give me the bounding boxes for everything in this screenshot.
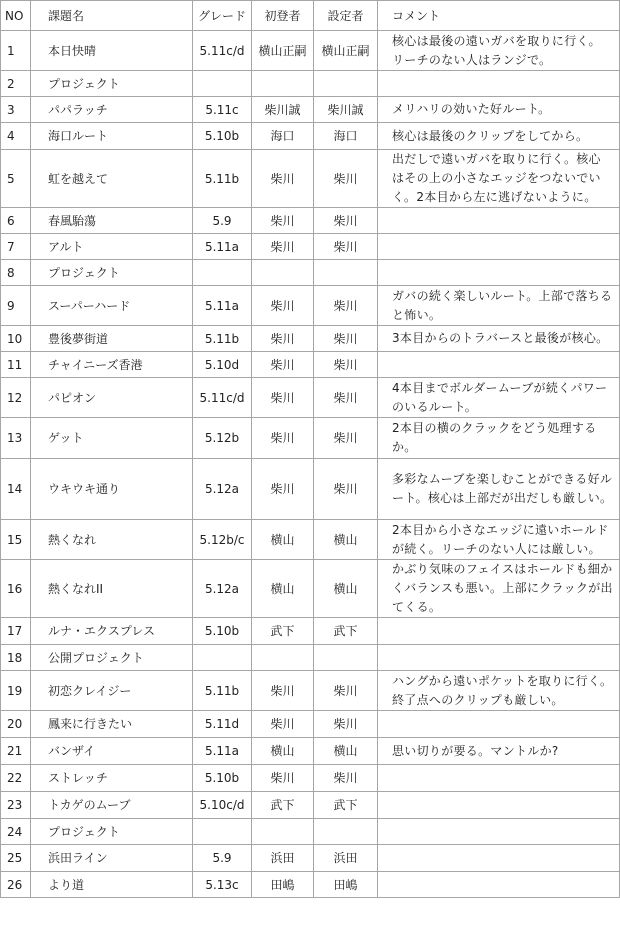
setter-cell: 柴川 bbox=[314, 352, 378, 378]
route-name-cell: ストレッチ bbox=[31, 765, 193, 792]
comment-cell bbox=[378, 71, 620, 97]
setter-cell: 柴川 bbox=[314, 286, 378, 326]
setter-cell: 柴川 bbox=[314, 208, 378, 234]
route-name-cell: 公開プロジェクト bbox=[31, 645, 193, 671]
header-grade: グレード bbox=[193, 1, 252, 31]
route-grade-cell: 5.11b bbox=[193, 150, 252, 208]
route-rows bbox=[1, 31, 620, 898]
table-row bbox=[1, 872, 620, 898]
first-ascent-cell: 横山 bbox=[252, 560, 314, 618]
setter-cell bbox=[314, 645, 378, 671]
route-name-cell: プロジェクト bbox=[31, 819, 193, 845]
setter-cell: 横山正嗣 bbox=[314, 31, 378, 71]
table-row bbox=[1, 208, 620, 234]
setter-cell: 浜田 bbox=[314, 845, 378, 872]
route-name-cell: パパラッチ bbox=[31, 97, 193, 123]
table-row bbox=[1, 260, 620, 286]
first-ascent-cell: 横山 bbox=[252, 520, 314, 560]
row-number-cell: 6 bbox=[1, 208, 31, 234]
setter-cell: 柴川誠 bbox=[314, 97, 378, 123]
route-grade-cell: 5.11a bbox=[193, 738, 252, 765]
setter-cell bbox=[314, 71, 378, 97]
setter-cell: 柴川 bbox=[314, 711, 378, 738]
route-grade-cell: 5.10b bbox=[193, 765, 252, 792]
first-ascent-cell: 田嶋 bbox=[252, 872, 314, 898]
setter-cell: 柴川 bbox=[314, 765, 378, 792]
table-row bbox=[1, 286, 620, 326]
table-row bbox=[1, 711, 620, 738]
route-name-cell: プロジェクト bbox=[31, 260, 193, 286]
first-ascent-cell: 柴川 bbox=[252, 208, 314, 234]
header-comment: コメント bbox=[378, 1, 620, 31]
route-grade-cell: 5.11c bbox=[193, 97, 252, 123]
setter-cell: 柴川 bbox=[314, 150, 378, 208]
setter-cell: 横山 bbox=[314, 738, 378, 765]
row-number-cell: 14 bbox=[1, 459, 31, 520]
row-number-cell: 19 bbox=[1, 671, 31, 711]
route-grade-cell: 5.13c bbox=[193, 872, 252, 898]
first-ascent-cell bbox=[252, 260, 314, 286]
first-ascent-cell bbox=[252, 71, 314, 97]
route-name-cell: より道 bbox=[31, 872, 193, 898]
header-first-ascent: 初登者 bbox=[252, 1, 314, 31]
table-row bbox=[1, 326, 620, 352]
table-row bbox=[1, 459, 620, 520]
comment-cell bbox=[378, 208, 620, 234]
setter-cell: 武下 bbox=[314, 792, 378, 819]
table-row bbox=[1, 97, 620, 123]
row-number-cell: 22 bbox=[1, 765, 31, 792]
route-grade-cell: 5.12a bbox=[193, 560, 252, 618]
setter-cell: 武下 bbox=[314, 618, 378, 645]
setter-cell: 田嶋 bbox=[314, 872, 378, 898]
route-grade-cell: 5.11b bbox=[193, 671, 252, 711]
comment-cell: かぶり気味のフェイスはホールドも細かくバランスも悪い。上部にクラックが出てくる。 bbox=[378, 560, 620, 618]
header-route-name: 課題名 bbox=[31, 1, 193, 31]
table-row bbox=[1, 819, 620, 845]
route-grade-cell: 5.11a bbox=[193, 286, 252, 326]
comment-cell: メリハリの効いた好ルート。 bbox=[378, 97, 620, 123]
comment-cell: 2本目の横のクラックをどう処理するか。 bbox=[378, 418, 620, 459]
row-number-cell: 11 bbox=[1, 352, 31, 378]
row-number-cell: 24 bbox=[1, 819, 31, 845]
route-grade-cell: 5.12a bbox=[193, 459, 252, 520]
route-name-cell: トカゲのムーブ bbox=[31, 792, 193, 819]
setter-cell bbox=[314, 819, 378, 845]
comment-cell bbox=[378, 845, 620, 872]
first-ascent-cell: 柴川 bbox=[252, 459, 314, 520]
route-grade-cell: 5.11b bbox=[193, 326, 252, 352]
table-row bbox=[1, 352, 620, 378]
row-number-cell: 23 bbox=[1, 792, 31, 819]
first-ascent-cell: 柴川 bbox=[252, 150, 314, 208]
route-name-cell: ウキウキ通り bbox=[31, 459, 193, 520]
row-number-cell: 2 bbox=[1, 71, 31, 97]
table-row bbox=[1, 645, 620, 671]
row-number-cell: 25 bbox=[1, 845, 31, 872]
comment-cell: 2本目から小さなエッジに遠いホールドが続く。リーチのない人には厳しい。 bbox=[378, 520, 620, 560]
row-number-cell: 10 bbox=[1, 326, 31, 352]
first-ascent-cell: 柴川 bbox=[252, 234, 314, 260]
setter-cell: 柴川 bbox=[314, 671, 378, 711]
setter-cell: 柴川 bbox=[314, 378, 378, 418]
table-row bbox=[1, 560, 620, 618]
row-number-cell: 20 bbox=[1, 711, 31, 738]
row-number-cell: 16 bbox=[1, 560, 31, 618]
comment-cell bbox=[378, 618, 620, 645]
first-ascent-cell: 柴川 bbox=[252, 711, 314, 738]
row-number-cell: 7 bbox=[1, 234, 31, 260]
first-ascent-cell bbox=[252, 819, 314, 845]
table-row bbox=[1, 123, 620, 150]
table-row bbox=[1, 671, 620, 711]
row-number-cell: 21 bbox=[1, 738, 31, 765]
first-ascent-cell: 横山 bbox=[252, 738, 314, 765]
route-name-cell: 熱くなれII bbox=[31, 560, 193, 618]
route-name-cell: 鳳来に行きたい bbox=[31, 711, 193, 738]
setter-cell: 柴川 bbox=[314, 326, 378, 352]
table-row bbox=[1, 765, 620, 792]
setter-cell: 横山 bbox=[314, 520, 378, 560]
route-grade-cell bbox=[193, 645, 252, 671]
route-name-cell: プロジェクト bbox=[31, 71, 193, 97]
table-row bbox=[1, 150, 620, 208]
route-grade-cell: 5.9 bbox=[193, 208, 252, 234]
route-name-cell: パピオン bbox=[31, 378, 193, 418]
table-row bbox=[1, 520, 620, 560]
route-name-cell: アルト bbox=[31, 234, 193, 260]
row-number-cell: 3 bbox=[1, 97, 31, 123]
row-number-cell: 17 bbox=[1, 618, 31, 645]
setter-cell: 海口 bbox=[314, 123, 378, 150]
route-grade-cell: 5.10d bbox=[193, 352, 252, 378]
comment-cell bbox=[378, 260, 620, 286]
table-row bbox=[1, 618, 620, 645]
first-ascent-cell: 浜田 bbox=[252, 845, 314, 872]
route-name-cell: 本日快晴 bbox=[31, 31, 193, 71]
comment-cell: 3本目からのトラバースと最後が核心。 bbox=[378, 326, 620, 352]
first-ascent-cell: 柴川 bbox=[252, 765, 314, 792]
route-grade-cell: 5.12b bbox=[193, 418, 252, 459]
route-grade-cell: 5.10c/d bbox=[193, 792, 252, 819]
table-row bbox=[1, 378, 620, 418]
setter-cell: 横山 bbox=[314, 560, 378, 618]
row-number-cell: 13 bbox=[1, 418, 31, 459]
route-name-cell: 春風駘蕩 bbox=[31, 208, 193, 234]
table-row bbox=[1, 31, 620, 71]
route-grade-cell: 5.12b/c bbox=[193, 520, 252, 560]
comment-cell: 核心は最後の遠いガバを取りに行く。リーチのない人はランジで。 bbox=[378, 31, 620, 71]
route-name-cell: ルナ・エクスプレス bbox=[31, 618, 193, 645]
route-name-cell: チャイニーズ香港 bbox=[31, 352, 193, 378]
table-row bbox=[1, 234, 620, 260]
comment-cell: 核心は最後のクリップをしてから。 bbox=[378, 123, 620, 150]
route-name-cell: 浜田ライン bbox=[31, 845, 193, 872]
comment-cell bbox=[378, 792, 620, 819]
table-row bbox=[1, 71, 620, 97]
row-number-cell: 26 bbox=[1, 872, 31, 898]
row-number-cell: 4 bbox=[1, 123, 31, 150]
route-grade-cell bbox=[193, 260, 252, 286]
route-name-cell: ゲット bbox=[31, 418, 193, 459]
first-ascent-cell: 海口 bbox=[252, 123, 314, 150]
first-ascent-cell: 柴川 bbox=[252, 378, 314, 418]
setter-cell: 柴川 bbox=[314, 418, 378, 459]
header-no: NO bbox=[1, 1, 31, 31]
first-ascent-cell: 柴川誠 bbox=[252, 97, 314, 123]
comment-cell: ハングから遠いポケットを取りに行く。終了点へのクリップも厳しい。 bbox=[378, 671, 620, 711]
table-row bbox=[1, 418, 620, 459]
comment-cell: ガバの続く楽しいルート。上部で落ちると怖い。 bbox=[378, 286, 620, 326]
setter-cell: 柴川 bbox=[314, 459, 378, 520]
comment-cell: 多彩なムーブを楽しむことができる好ルート。核心は上部だが出だしも厳しい。 bbox=[378, 459, 620, 520]
first-ascent-cell: 柴川 bbox=[252, 352, 314, 378]
route-grade-cell bbox=[193, 819, 252, 845]
first-ascent-cell bbox=[252, 645, 314, 671]
comment-cell: 思い切りが要る。マントルか? bbox=[378, 738, 620, 765]
comment-cell bbox=[378, 352, 620, 378]
header-row bbox=[1, 1, 620, 31]
row-number-cell: 15 bbox=[1, 520, 31, 560]
row-number-cell: 8 bbox=[1, 260, 31, 286]
comment-cell bbox=[378, 765, 620, 792]
first-ascent-cell: 柴川 bbox=[252, 286, 314, 326]
route-grade-cell bbox=[193, 71, 252, 97]
setter-cell: 柴川 bbox=[314, 234, 378, 260]
comment-cell bbox=[378, 234, 620, 260]
route-grade-cell: 5.11c/d bbox=[193, 31, 252, 71]
comment-cell bbox=[378, 872, 620, 898]
row-number-cell: 5 bbox=[1, 150, 31, 208]
route-name-cell: 豊後夢街道 bbox=[31, 326, 193, 352]
route-grade-cell: 5.11d bbox=[193, 711, 252, 738]
route-name-cell: 初恋クレイジー bbox=[31, 671, 193, 711]
comment-cell bbox=[378, 645, 620, 671]
first-ascent-cell: 武下 bbox=[252, 618, 314, 645]
route-grade-cell: 5.11c/d bbox=[193, 378, 252, 418]
route-grade-cell: 5.9 bbox=[193, 845, 252, 872]
comment-cell: 4本目までボルダームーブが続くパワーのいるルート。 bbox=[378, 378, 620, 418]
route-name-cell: 虹を越えて bbox=[31, 150, 193, 208]
route-name-cell: 熱くなれ bbox=[31, 520, 193, 560]
comment-cell bbox=[378, 711, 620, 738]
row-number-cell: 18 bbox=[1, 645, 31, 671]
route-grade-cell: 5.11a bbox=[193, 234, 252, 260]
first-ascent-cell: 柴川 bbox=[252, 418, 314, 459]
row-number-cell: 1 bbox=[1, 31, 31, 71]
row-number-cell: 12 bbox=[1, 378, 31, 418]
setter-cell bbox=[314, 260, 378, 286]
route-name-cell: バンザイ bbox=[31, 738, 193, 765]
first-ascent-cell: 横山正嗣 bbox=[252, 31, 314, 71]
route-grade-cell: 5.10b bbox=[193, 123, 252, 150]
first-ascent-cell: 柴川 bbox=[252, 671, 314, 711]
first-ascent-cell: 武下 bbox=[252, 792, 314, 819]
table-row bbox=[1, 792, 620, 819]
route-name-cell: スーパーハード bbox=[31, 286, 193, 326]
header-setter: 設定者 bbox=[314, 1, 378, 31]
first-ascent-cell: 柴川 bbox=[252, 326, 314, 352]
table-row bbox=[1, 845, 620, 872]
comment-cell bbox=[378, 819, 620, 845]
route-name-cell: 海口ルート bbox=[31, 123, 193, 150]
table-row bbox=[1, 738, 620, 765]
comment-cell: 出だしで遠いガバを取りに行く。核心はその上の小さなエッジをつないでいく。2本目から左に逃げないように。 bbox=[378, 150, 620, 208]
route-grade-cell: 5.10b bbox=[193, 618, 252, 645]
row-number-cell: 9 bbox=[1, 286, 31, 326]
